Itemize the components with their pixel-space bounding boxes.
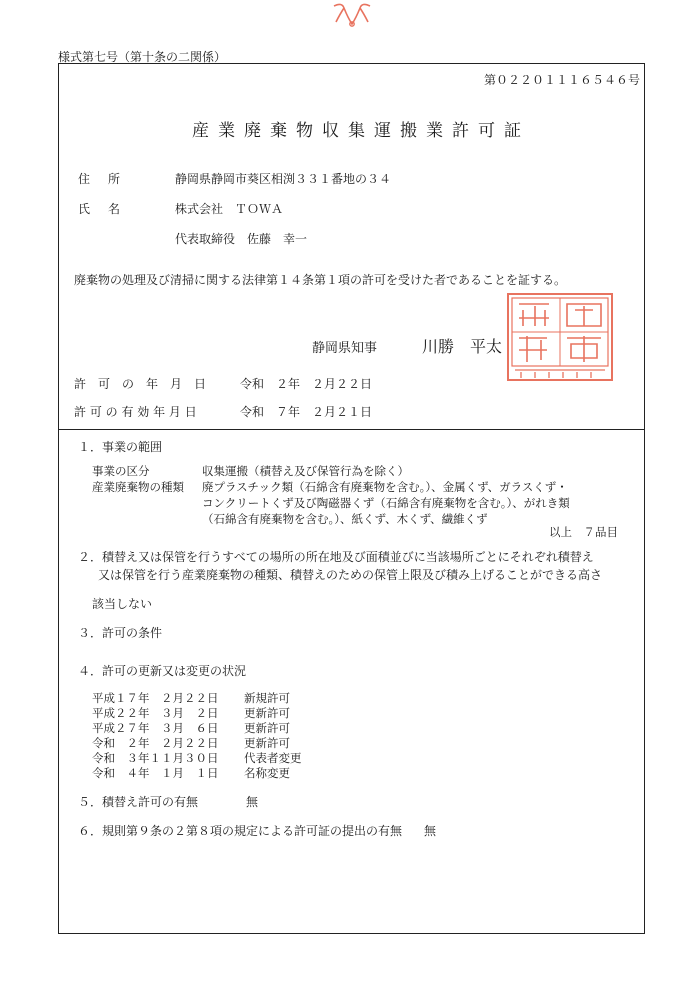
section-divider: [58, 429, 645, 430]
history-date: 令和 ４年 １月 １日: [92, 766, 219, 780]
page-title: 産業廃棄物収集運搬業許可証: [192, 121, 530, 141]
name-label-2: 名: [108, 202, 121, 216]
history-event: 更新許可: [244, 706, 290, 720]
form-label: 様式第七号（第十条の二関係）: [58, 50, 227, 64]
history-date: 令和 ３年１１月３０日: [92, 751, 219, 765]
history-event: 更新許可: [244, 721, 290, 735]
expiry-date-value: 令和 ７年 ２月２１日: [240, 405, 373, 419]
expiry-date-label: 許 可 の 有 効 年 月 日: [74, 405, 197, 419]
section3-heading: ３．許可の条件: [78, 626, 163, 640]
address-label-2: 所: [108, 172, 121, 186]
top-seal-icon: [330, 0, 374, 33]
certification-statement: 廃棄物の処理及び清掃に関する法律第１４条第１項の許可を受けた者であることを証する。: [74, 273, 567, 287]
business-category-value: 収集運搬（積替え及び保管行為を除く）: [202, 464, 409, 478]
section1-heading: １．事業の範囲: [78, 440, 163, 454]
issuer-title: 静岡県知事: [312, 341, 378, 356]
history-event: 更新許可: [244, 736, 290, 750]
item-total: 以上 ７品目: [549, 525, 618, 539]
history-date: 平成２２年 ３月 ２日: [92, 706, 219, 720]
waste-type-line2: コンクリートくず及び陶磁器くず（石綿含有廃棄物を含む。）、がれき類: [202, 496, 570, 510]
section4-heading: ４．許可の更新又は変更の状況: [78, 664, 247, 678]
official-seal: [505, 292, 615, 385]
address-value: 静岡県静岡市葵区相渕３３１番地の３４: [175, 172, 392, 186]
section5-heading: ５．積替え許可の有無: [78, 795, 199, 809]
history-date: 令和 ２年 ２月２２日: [92, 736, 219, 750]
section5-value: 無: [246, 795, 259, 809]
waste-type-line1: 廃プラスチック類（石綿含有廃棄物を含む。）、金属くず、ガラスくず・: [202, 480, 568, 494]
name-label-1: 氏: [78, 202, 91, 216]
business-category-label: 事業の区分: [92, 464, 150, 478]
certificate-number: 第０２２０１１１６５４６号: [484, 73, 641, 87]
waste-type-line3: （石綿含有廃棄物を含む。）、紙くず、木くず、繊維くず: [202, 512, 488, 526]
company-name: 株式会社 ＴＯＷＡ: [175, 202, 284, 216]
section6-value: 無: [424, 824, 437, 838]
permit-date-value: 令和 ２年 ２月２２日: [240, 377, 373, 391]
section2-heading-line2: 又は保管を行う産業廃棄物の種類、積替えのための保管上限及び積み上げることができる高さ: [98, 568, 603, 582]
section2-heading-line1: ２．積替え又は保管を行うすべての場所の所在地及び面積並びに当該場所ごとにそれぞれ積替え: [78, 550, 594, 564]
section6-heading: ６．規則第９条の２第８項の規定による許可証の提出の有無: [78, 824, 403, 838]
waste-type-label: 産業廃棄物の種類: [92, 480, 184, 494]
representative-name: 代表取締役 佐藤 幸一: [175, 232, 308, 246]
history-date: 平成２７年 ３月 ６日: [92, 721, 219, 735]
history-date: 平成１７年 ２月２２日: [92, 691, 219, 705]
address-label-1: 住: [78, 172, 91, 186]
history-event: 名称変更: [244, 766, 290, 780]
history-event: 代表者変更: [244, 751, 302, 765]
section2-value: 該当しない: [92, 597, 153, 611]
issuer-name: 川勝 平太: [422, 337, 503, 356]
permit-date-label: 許 可 の 年 月 日: [74, 377, 207, 391]
history-event: 新規許可: [244, 691, 290, 705]
